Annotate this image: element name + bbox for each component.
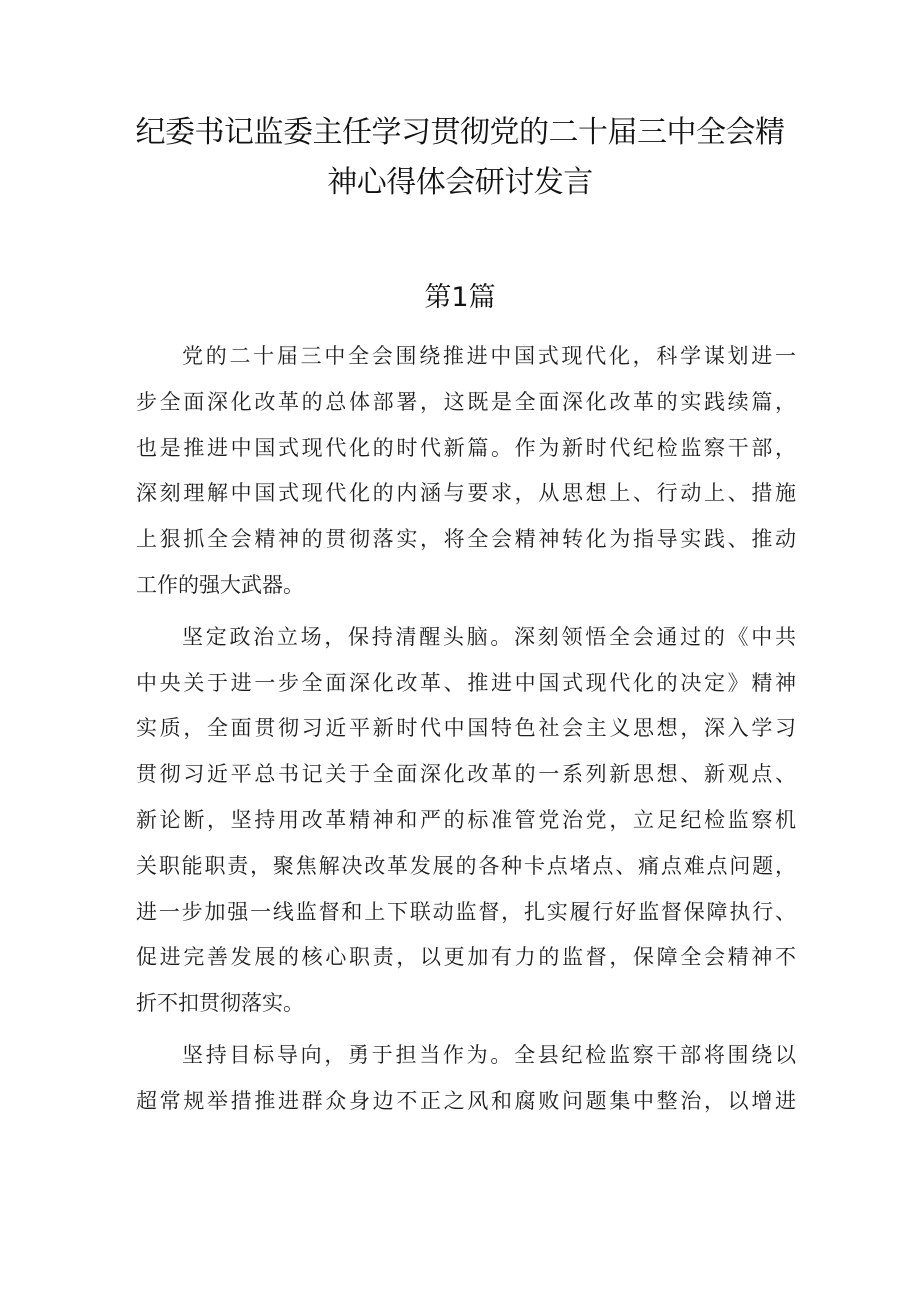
text-line: 中央关于进一步全面深化改革、推进中国式现代化的决定》精神 (136, 670, 796, 695)
text-line: 坚定政治立场，保持清醒头脑。深刻领悟全会通过的《中共 (182, 624, 796, 649)
text-line: 超常规举措推进群众身边不正之风和腐败问题集中整治，以增进 (136, 1088, 796, 1113)
text-line: 也是推进中国式现代化的时代新篇。作为新时代纪检监察干部， (136, 435, 796, 460)
document-title-line: 纪委书记监委主任学习贯彻党的二十届三中全会精 (135, 115, 785, 150)
paragraph-3 (136, 1033, 796, 1125)
text-line: 深刻理解中国式现代化的内涵与要求，从思想上、行动上、措施 (136, 481, 796, 506)
text-line: 工作的强大武器。 (136, 572, 304, 597)
text-line: 贯彻习近平总书记关于全面深化改革的一系列新思想、新观点、 (136, 762, 796, 787)
document-body (136, 334, 796, 1131)
text-line: 关职能职责，聚焦解决改革发展的各种卡点堵点、痛点难点问题， (136, 853, 796, 878)
text-line: 促进完善发展的核心职责，以更加有力的监督，保障全会精神不 (136, 945, 796, 970)
text-line: 坚持目标导向，勇于担当作为。全县纪检监察干部将围绕以 (182, 1042, 796, 1067)
text-line: 折不扣贯彻落实。 (136, 991, 304, 1016)
text-line: 实质，全面贯彻习近平新时代中国特色社会主义思想，深入学习 (136, 716, 796, 741)
paragraph-1 (136, 334, 796, 609)
section-heading: 第1篇 (424, 282, 496, 313)
text-line: 进一步加强一线监督和上下联动监督，扎实履行好监督保障执行、 (136, 899, 796, 924)
paragraph-2 (136, 615, 796, 1027)
text-line: 新论断，坚持用改革精神和严的标准管党治党，立足纪检监察机 (136, 807, 796, 832)
document-title-line: 神心得体会研讨发言 (327, 165, 593, 200)
text-line: 步全面深化改革的总体部署，这既是全面深化改革的实践续篇， (136, 389, 796, 414)
text-line: 党的二十届三中全会围绕推进中国式现代化，科学谋划进一 (182, 344, 796, 368)
document-title (120, 108, 800, 208)
text-line: 上狠抓全会精神的贯彻落实，将全会精神转化为指导实践、推动 (136, 527, 796, 552)
